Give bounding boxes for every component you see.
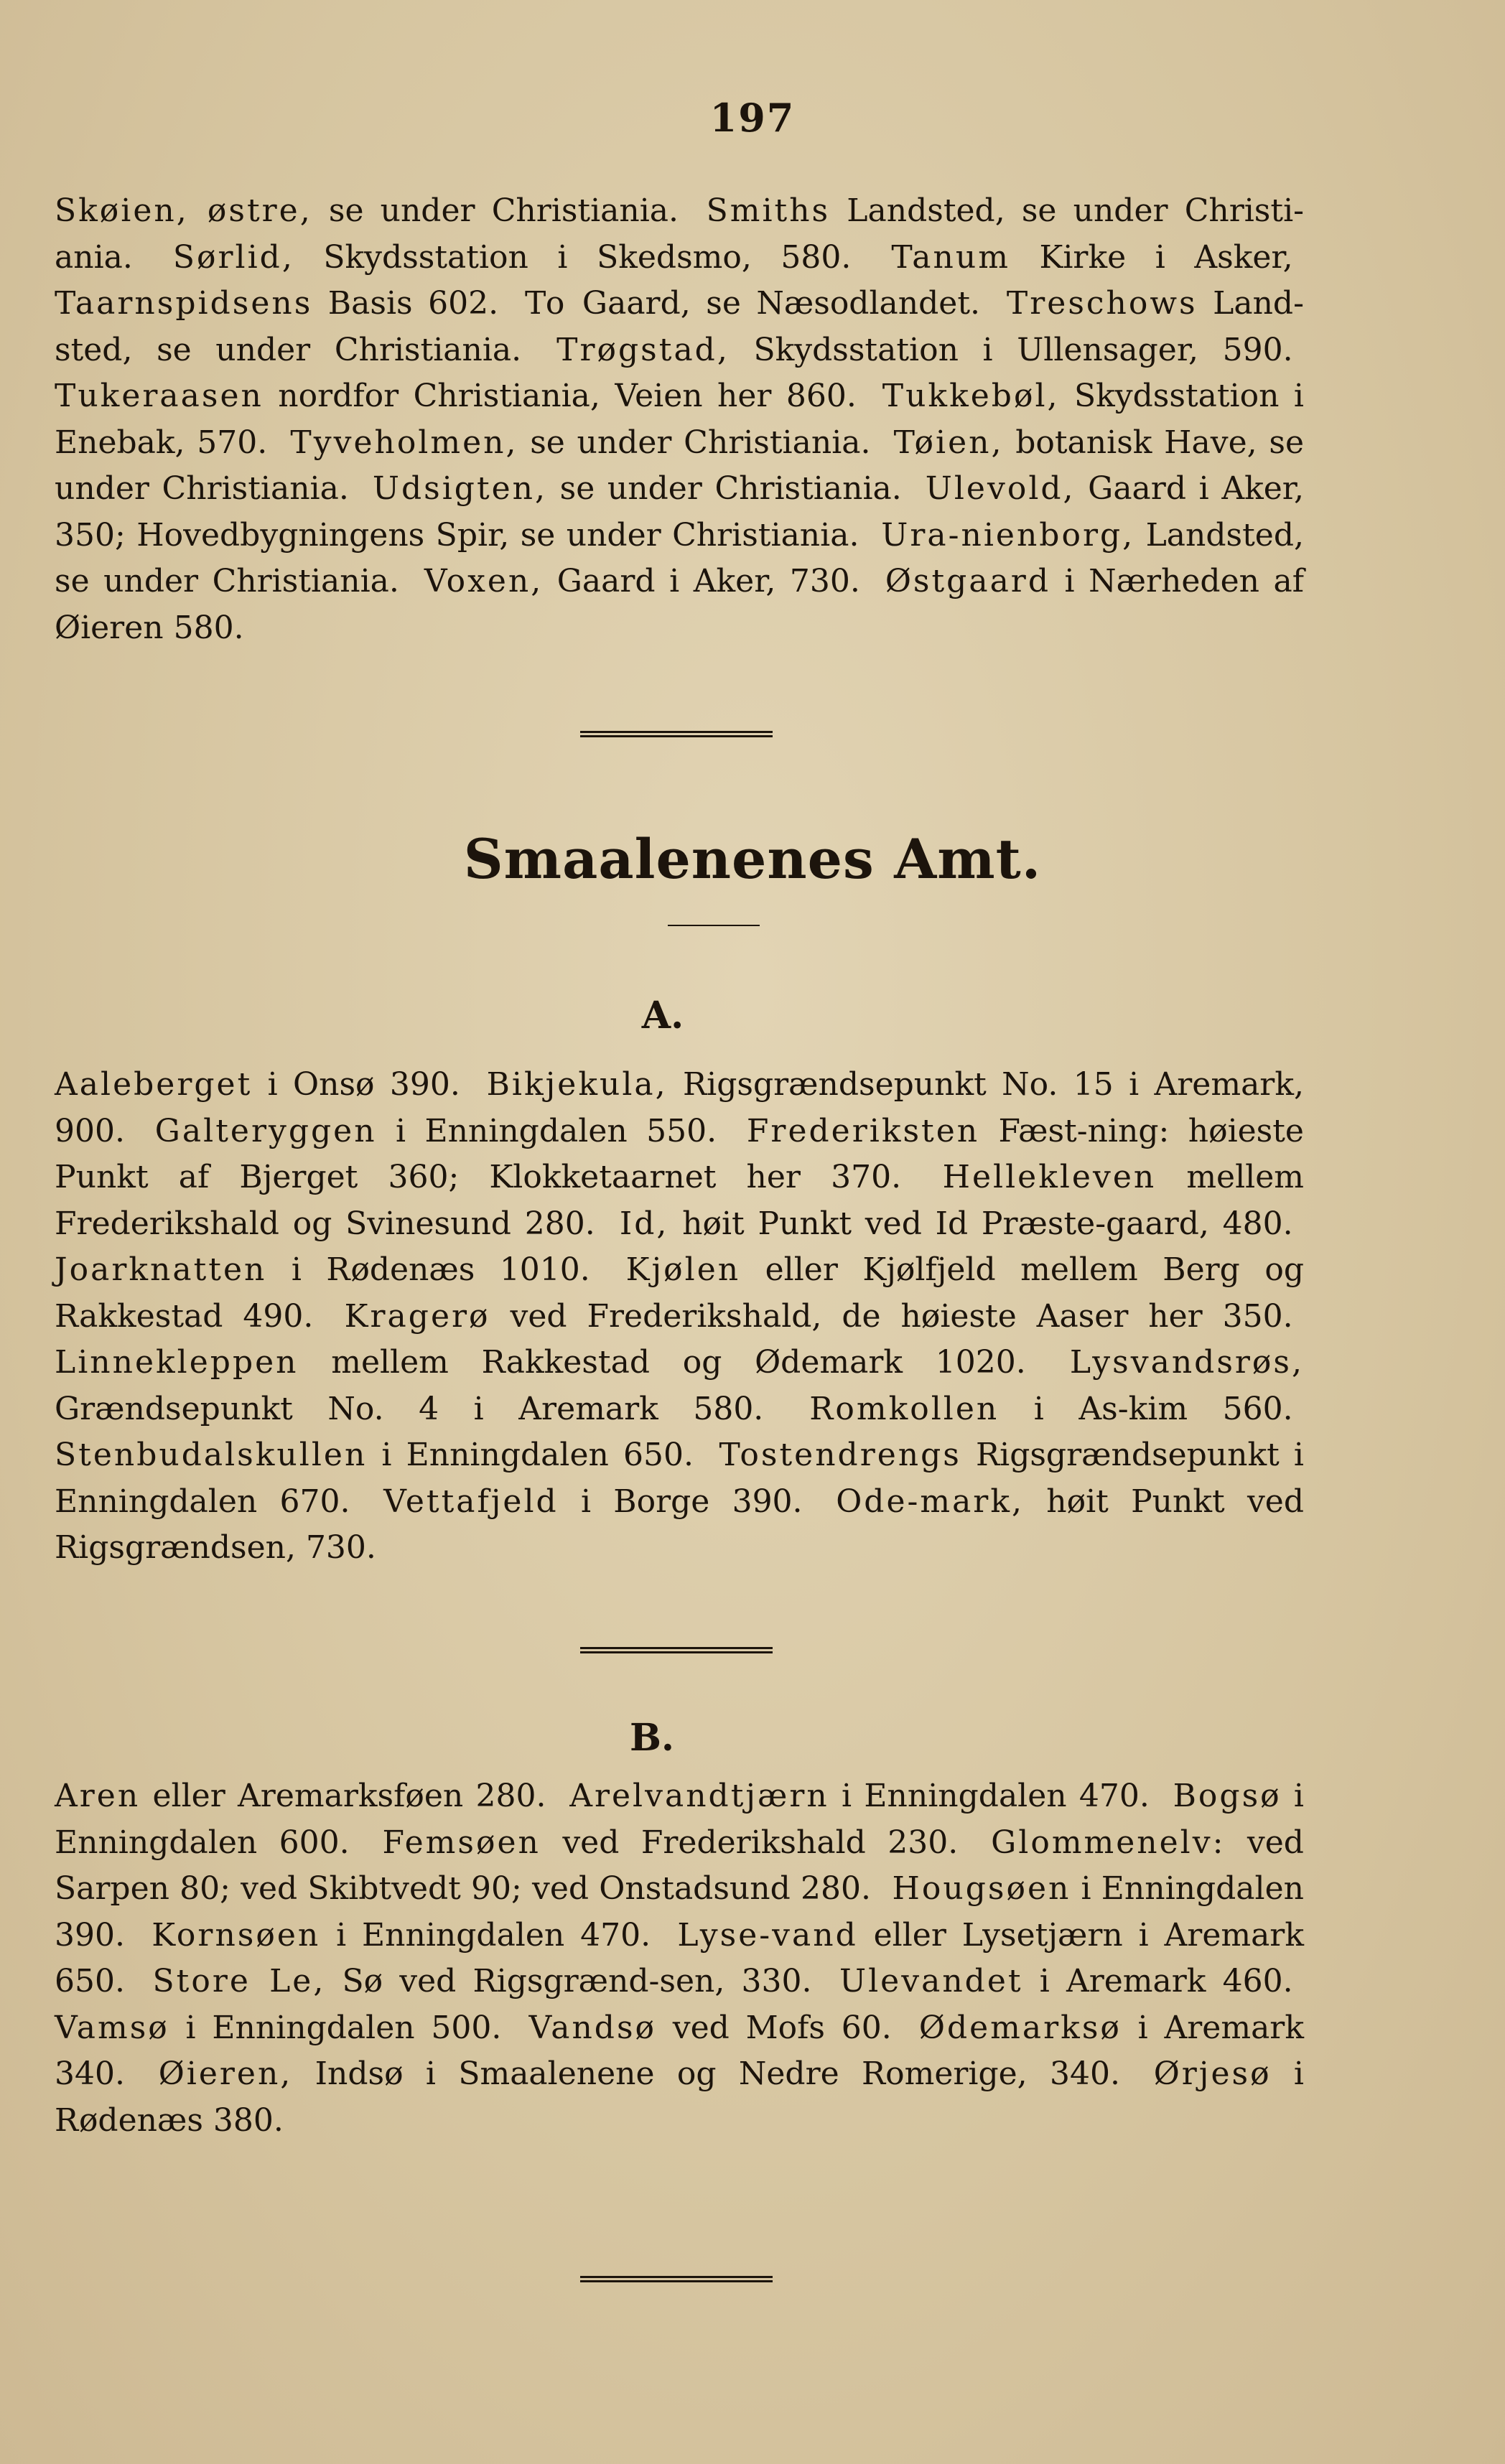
gazetteer-entry [569, 1778, 1150, 1814]
gazetteer-entry [525, 285, 980, 322]
entry-place-name: To [525, 285, 567, 322]
entry-description: i Enningdalen 550. [376, 1112, 717, 1149]
entry-description: se under Christiania. [518, 424, 871, 461]
gazetteer-entry [373, 470, 902, 507]
entry-place-name: Sørlid, [172, 238, 294, 276]
entry-description: nordfor Christiania, Veien her 860. [263, 378, 857, 414]
entry-place-name: Stenbudalskullen [55, 1437, 368, 1473]
entry-place-name: Tyveholmen, [290, 424, 518, 461]
gazetteer-entry [290, 424, 870, 461]
entry-description: mellem Rakkestad og Ødemark 1020. [298, 1344, 1026, 1381]
entry-place-name: Taarnspidsens [55, 285, 313, 322]
entry-description: i Enningdalen 390. [55, 1870, 1304, 1954]
entry-description: Sø ved Rigsgrænd-sen, 330. [325, 1963, 812, 1999]
entries-heights-a [55, 1062, 1304, 1572]
entry-description: høit Punkt ved Rigsgrændsen, 730. [55, 1483, 1305, 1566]
entry-description: Indsø i Smaalenene og Nedre Romerige, 340. [292, 2055, 1120, 2092]
entry-place-name: Tøien, [893, 424, 1004, 461]
entry-place-name: Bogsø [1173, 1778, 1282, 1814]
entry-place-name: Store Le, [152, 1963, 326, 1999]
gazetteer-entry [159, 2055, 1120, 2092]
entry-place-name: Romkollen [809, 1390, 1000, 1427]
gazetteer-entry [55, 1437, 694, 1473]
entry-description: se under Christiania. [312, 192, 679, 229]
entry-place-name: Vamsø [55, 2009, 169, 2046]
gazetteer-entry [55, 192, 679, 229]
gazetteer-entry [620, 1205, 1293, 1242]
gazetteer-entry [152, 1917, 651, 1954]
entry-place-name: Linnekleppen [55, 1344, 299, 1381]
entry-description: Skydsstation i Ullensager, 590. [729, 331, 1293, 368]
entry-description: Gaard i Aker, 730. [543, 563, 860, 599]
entry-place-name: Voxen, [424, 563, 544, 599]
gazetteer-entry [153, 1963, 812, 1999]
entry-place-name: Hellekleven [942, 1159, 1157, 1195]
entry-description: ved Frederikshald, de høieste Aaser her 350. [490, 1297, 1293, 1335]
entry-place-name: Vettafjeld [383, 1483, 559, 1520]
entry-description: i Rødenæs 1010. [266, 1251, 590, 1288]
entry-description: i Aremark 460. [1022, 1963, 1293, 1999]
gazetteer-entry [891, 239, 1292, 276]
entry-place-name: Ørjesø [1153, 2055, 1272, 2092]
entry-description: Grændsepunkt No. 4 i Aremark 580. [55, 1390, 764, 1427]
entry-place-name: Ulevold, [925, 470, 1076, 507]
entry-description: høit Punkt ved Id Præste-gaard, 480. [668, 1205, 1293, 1242]
entry-place-name: Lyse-vand [677, 1916, 858, 1954]
gazetteer-entry [383, 1483, 802, 1520]
entry-description: ved Frederikshald 230. [540, 1824, 959, 1861]
entry-description: i Nærheden af Øieren 580. [55, 563, 1305, 646]
entry-description: i Borge 390. [558, 1483, 803, 1520]
entry-place-name: Trøgstad, [556, 331, 730, 368]
page-number: 197 [709, 95, 796, 141]
entry-description: ved Mofs 60. [656, 2009, 892, 2046]
entry-place-name: Tostendrengs [719, 1437, 961, 1473]
entry-place-name: Smiths [706, 192, 831, 229]
entry-place-name: Lysvandsrøs, [1069, 1344, 1304, 1381]
gazetteer-entry [345, 1298, 1293, 1335]
entry-description: eller Kjølfjeld mellem Berg og Rakkestad 490. [55, 1251, 1304, 1335]
double-rule-divider [580, 2276, 773, 2282]
entry-place-name: Udsigten, [372, 470, 548, 507]
gazetteer-entry [528, 2010, 891, 2046]
entry-place-name: Østgaard [885, 563, 1051, 599]
entries-continued-christiania [55, 188, 1304, 651]
entry-description: Gaard, se Næsodlandet. [567, 285, 980, 322]
gazetteer-entry [383, 1824, 959, 1861]
entry-description: Rigsgrændsepunkt i Enningdalen 670. [55, 1437, 1305, 1520]
entry-description: mellem Frederikshald og Svinesund 280. [55, 1159, 1304, 1242]
entry-place-name: Galteryggen [154, 1112, 377, 1149]
entry-description: botanisk Have, se under Christiania. [55, 424, 1304, 507]
entry-place-name: Kjølen [625, 1251, 741, 1288]
entry-place-name: Treschows [1006, 285, 1198, 322]
entry-place-name: Tukeraasen [55, 378, 264, 414]
double-rule-divider [580, 1647, 773, 1653]
entry-place-name: Kragerø [344, 1297, 490, 1335]
gazetteer-entry [173, 239, 852, 276]
entry-place-name: Ura-nienborg, [881, 516, 1135, 554]
entry-description: i Enningdalen 500. [169, 2009, 502, 2046]
entry-description: Fæst-ning: høieste Punkt af Bjerget 360; Klokketaarnet her 370. [55, 1112, 1304, 1195]
entry-description: i Onsø 390. [252, 1066, 460, 1103]
entry-description: Landsted, se under Christiania. [55, 516, 1304, 599]
entry-description: Rigsgrændsepunkt No. 15 i Aremark, 900. [55, 1066, 1304, 1149]
gazetteer-entry [55, 1344, 1026, 1381]
entry-description: Basis 602. [312, 285, 499, 322]
entry-place-name: Glommenelv: [991, 1824, 1226, 1861]
entry-description: i As-kim 560. [999, 1390, 1293, 1427]
gazetteer-entry [55, 1251, 590, 1288]
gazetteer-entry [55, 378, 857, 414]
entry-description: i Enningdalen 470. [320, 1916, 651, 1954]
subsection-heading-b: B. [629, 1716, 675, 1760]
entry-description: i Rødenæs 380. [55, 2055, 1304, 2139]
entry-place-name: Bikjekula, [486, 1066, 668, 1103]
gazetteer-entry [556, 332, 1292, 368]
entry-place-name: Femsøen [382, 1824, 541, 1861]
entry-place-name: Arelvandtjærn [569, 1778, 829, 1814]
entry-description: ved Sarpen 80; ved Skibtvedt 90; ved Onstadsund 280. [55, 1824, 1304, 1907]
entry-description: i Aremark 340. [55, 2009, 1304, 2092]
entry-description: Kirke i Asker, [1010, 238, 1293, 276]
entry-place-name: Skøien, østre, [55, 192, 312, 229]
gazetteer-entry [809, 1391, 1292, 1427]
entry-description: i Enningdalen 650. [367, 1437, 694, 1473]
entry-description: i Enningdalen 600. [55, 1778, 1304, 1861]
entry-description: i Enningdalen 470. [829, 1778, 1150, 1814]
entry-description: Skydsstation i Skedsmo, 580. [294, 238, 852, 276]
gazetteer-entry [839, 1963, 1293, 1999]
double-rule-divider [580, 731, 773, 737]
gazetteer-entry [155, 1113, 717, 1149]
entry-place-name: Øieren, [158, 2055, 293, 2092]
entry-place-name: Id, [619, 1205, 669, 1242]
entry-place-name: Kornsøen [152, 1916, 321, 1954]
entry-place-name: Joarknatten [55, 1251, 267, 1288]
entry-description: Land-sted, se under Christiania. [55, 285, 1304, 368]
entry-place-name: Tukkebøl, [882, 378, 1060, 414]
gazetteer-entry [55, 1778, 546, 1814]
entry-description: Gaard i Aker, 350; Hovedbygningens Spir, se under Christiania. [55, 470, 1304, 554]
entry-place-name: Aaleberget [55, 1066, 253, 1103]
section-title: Smaalenenes Amt. [463, 827, 1042, 891]
entry-place-name: Frederiksten [746, 1112, 980, 1149]
entry-place-name: Hougsøen [892, 1870, 1071, 1907]
entries-waters-b [55, 1773, 1304, 2144]
title-underline-rule [668, 925, 760, 926]
entry-description: se under Christiania. [547, 470, 902, 507]
entry-description: Skydsstation i Enebak, 570. [55, 378, 1304, 461]
entry-description: eller Lysetjærn i Aremark 650. [55, 1916, 1305, 1999]
gazetteer-entry [55, 285, 498, 322]
entry-place-name: Ulevandet [839, 1963, 1023, 1999]
entry-place-name: Aren [55, 1778, 141, 1814]
entry-place-name: Tanum [891, 238, 1010, 276]
entry-place-name: Ødemarksø [918, 2009, 1122, 2046]
entry-place-name: Ode-mark, [836, 1483, 1024, 1520]
entry-description: Landsted, se under Christi-ania. [55, 192, 1305, 276]
entry-place-name: Vandsø [528, 2009, 657, 2046]
gazetteer-entry [55, 2010, 501, 2046]
subsection-heading-a: A. [641, 994, 684, 1037]
gazetteer-entry [55, 1066, 460, 1103]
entry-description: eller Aremarksføen 280. [140, 1778, 546, 1814]
gazetteer-entry [424, 563, 860, 599]
